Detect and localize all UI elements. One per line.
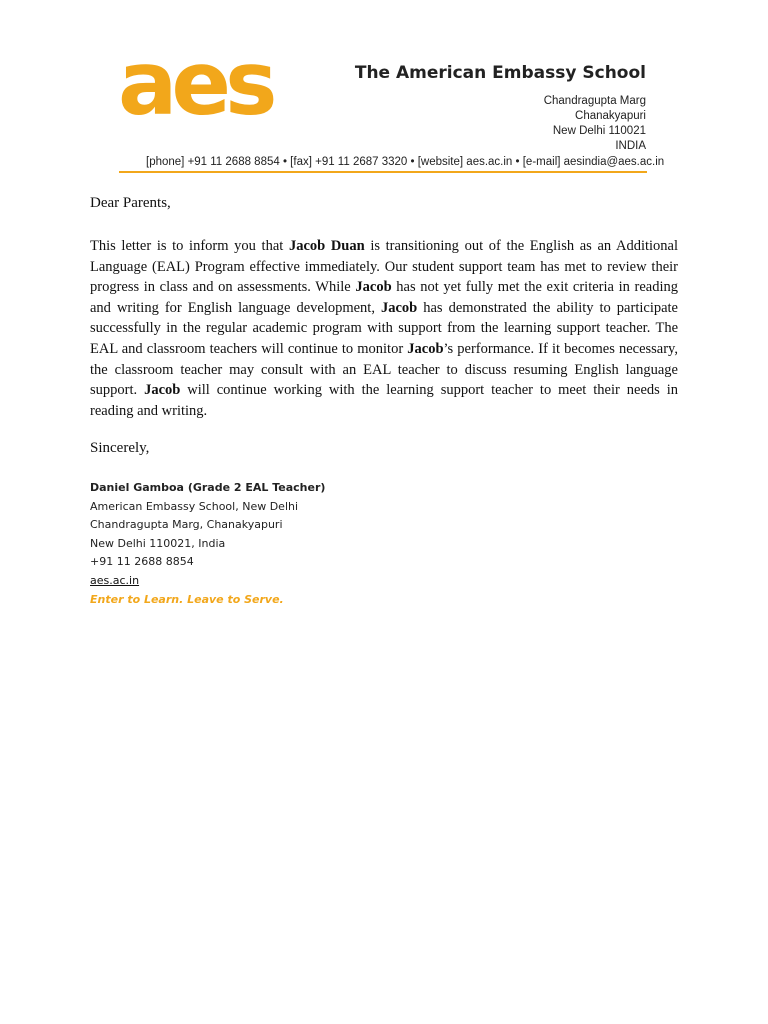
aes-logo: aes: [118, 32, 272, 135]
student-first-name: Jacob: [355, 279, 392, 296]
school-name: The American Embassy School: [354, 63, 646, 83]
body-text-segment: will continue working with the learning support teacher to meet their needs in reading and writing.: [90, 382, 678, 419]
student-first-name: Jacob: [144, 382, 181, 399]
signature-line: Chandragupta Marg, Chanakyapuri: [90, 518, 283, 532]
salutation: Dear Parents,: [90, 195, 171, 211]
address-line: INDIA: [615, 140, 646, 152]
signer-name: Daniel Gamboa (Grade 2 EAL Teacher): [90, 481, 326, 494]
website-link[interactable]: aes.ac.in: [90, 573, 140, 587]
signature-line: New Delhi 110021, India: [90, 536, 226, 550]
signature-phone: +91 11 2688 8854: [90, 555, 194, 569]
body-text-segment: is transitioning out of the English as an Additional Language (EAL) Program effective immediately. Our student support team has met to review their progress in class and on assessments. While: [90, 238, 678, 296]
student-first-name: Jacob: [407, 340, 444, 357]
school-motto: Enter to Learn. Leave to Serve.: [90, 592, 284, 606]
letter-body: [90, 236, 678, 421]
signature-line: American Embassy School, New Delhi: [90, 499, 299, 513]
contact-line: [phone] +91 11 2688 8854 • [fax] +91 11 2687 3320 • [website] aes.ac.in • [e-mail] aesindia@aes.ac.in: [146, 156, 665, 168]
signature-block: [90, 479, 325, 609]
body-text-segment: ’s performance. If it becomes necessary, the classroom teacher may consult with an EAL teacher to discuss resuming English language support.: [90, 340, 678, 399]
body-text-segment: This letter is to inform you that: [90, 238, 289, 254]
closing: Sincerely,: [90, 440, 150, 456]
body-text-segment: has not yet fully met the exit criteria in reading and writing for English language development,: [90, 279, 679, 316]
school-address: [544, 94, 646, 154]
letterhead-divider: [119, 171, 647, 173]
address-line: Chanakyapuri: [575, 110, 646, 122]
student-first-name: Jacob: [380, 299, 418, 316]
student-name: Jacob Duan: [288, 238, 365, 254]
address-line: New Delhi 110021: [552, 125, 646, 137]
address-line: Chandragupta Marg: [543, 95, 646, 107]
body-text-segment: has demonstrated the ability to participate successfully in the regular academic program with support from the learning support teacher. The EAL and classroom teachers will continue to monitor: [90, 299, 678, 357]
